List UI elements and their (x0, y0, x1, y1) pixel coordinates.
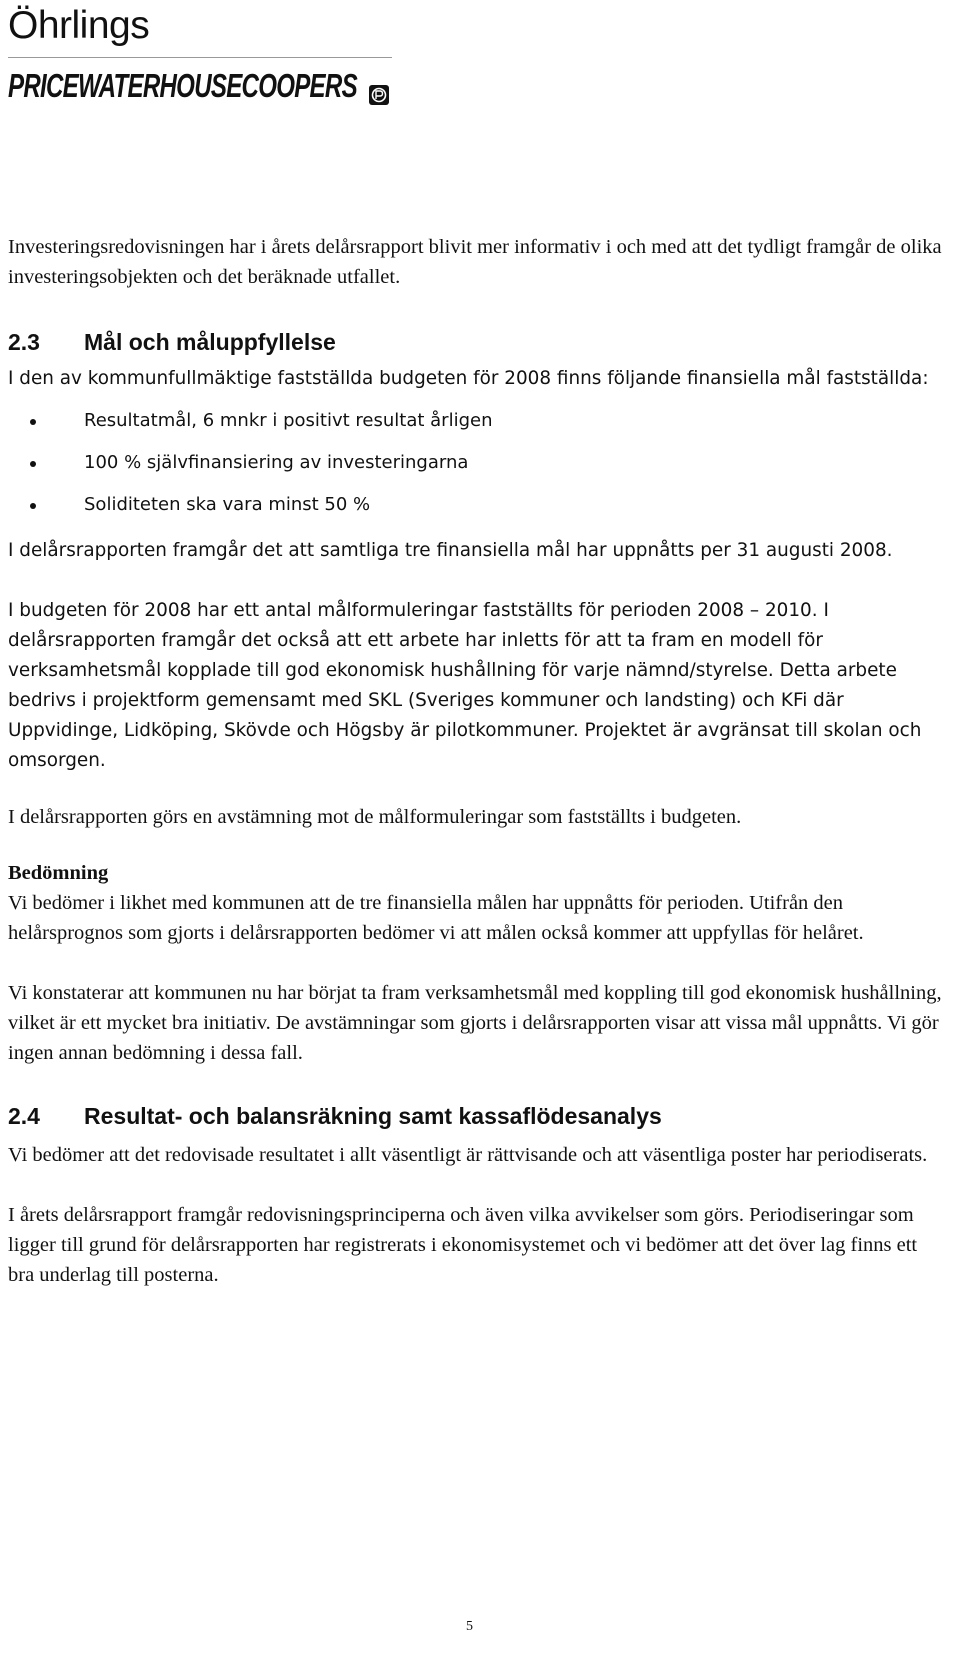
logo-divider (8, 57, 392, 58)
company-logo (8, 4, 392, 105)
bullet-icon (30, 503, 36, 509)
paragraph-goals-met: I delårsrapporten framgår det att samtliga tre finansiella mål har uppnåtts per 31 augusti 2008. (8, 540, 893, 561)
paragraph-reconciliation: I delårsrapporten görs en avstämning mot de målformuleringar som fastställts i budgeten. (8, 806, 742, 828)
paragraph-assessment-1: Vi bedömer i likhet med kommunen att de tre finansiella målen har uppnåtts för perioden. Utifrån den helårsprognos som gjorts i delårsrapporten bedömer vi att målen också kommer att uppfyllas för helåret. (8, 892, 864, 944)
pwc-seal-icon (368, 84, 390, 106)
paragraph-result-1: Vi bedömer att det redovisade resultatet i allt väsentligt är rättvisande och att väsentliga poster har periodiserats. (8, 1144, 928, 1166)
section-heading-2-4 (8, 1098, 948, 1134)
paragraph-intro: Investeringsredovisningen har i årets delårsrapport blivit mer informativ i och med att det tydligt framgår de olika investeringsobjekten och det beräknade utfallet. (8, 236, 942, 288)
logo-pwc-text: PRICEWATERHOUSECOOPERS (8, 67, 357, 104)
list-item: Soliditeten ska vara minst 50 % (8, 484, 948, 526)
section-title: Mål och måluppfyllelse (84, 329, 336, 355)
paragraph-goal-formulations-intro: I budgeten för 2008 har ett antal målformuleringar fastställts för perioden 2008 – 2010. I delårsrapporten framgår det också att ett arbete har inletts för att ta fram en modell för verksamhetsmål kopplade till god ekonomisk hushållning för varje nämnd/styrelse. Detta arbete bedrivs i projektform gemensamt med SKL (Sveriges kommuner och landsting) och KFi där Uppvidinge, Lidköping, Skövde och Högsby är pilotkommuner. Projektet är avgränsat till skolan och omsorgen. (8, 600, 922, 771)
section-number: 2.4 (8, 1103, 40, 1129)
page-number: 5 (466, 1619, 473, 1634)
assessment-heading: Bedömning (8, 862, 109, 884)
bullet-icon (30, 419, 36, 425)
paragraph-goals-intro: I den av kommunfullmäktige fastställda budgeten för 2008 finns följande finansiella mål fastställda: (8, 368, 929, 389)
financial-goals-list (8, 400, 948, 526)
list-item: Resultatmål, 6 mnkr i positivt resultat årligen (8, 400, 948, 442)
paragraph-result-2: I årets delårsrapport framgår redovisningsprinciperna och även vilka avvikelser som görs. Periodiseringar som ligger till grund för delårsrapporten har registrerats i ekonomisystemet och vi bedömer att det över lag finns ett bra underlag till posterna. (8, 1204, 918, 1286)
document-body (8, 232, 948, 1290)
bullet-icon (30, 461, 36, 467)
paragraph-assessment-2: Vi konstaterar att kommunen nu har börjat ta fram verksamhetsmål med koppling till god ekonomisk hushållning, vilket är ett mycket bra initiativ. De avstämningar som gjorts i delårsrapporten visar att vissa mål uppnåtts. Vi gör ingen annan bedömning i dessa fall. (8, 982, 942, 1064)
logo-ohrlings-text: Öhrlings (8, 4, 150, 47)
section-title: Resultat- och balansräkning samt kassaflödesanalys (84, 1103, 662, 1129)
list-item: 100 % självfinansiering av investeringarna (8, 442, 948, 484)
section-heading-2-3 (8, 324, 948, 360)
logo-pwc-row (8, 67, 392, 105)
section-number: 2.3 (8, 329, 40, 355)
